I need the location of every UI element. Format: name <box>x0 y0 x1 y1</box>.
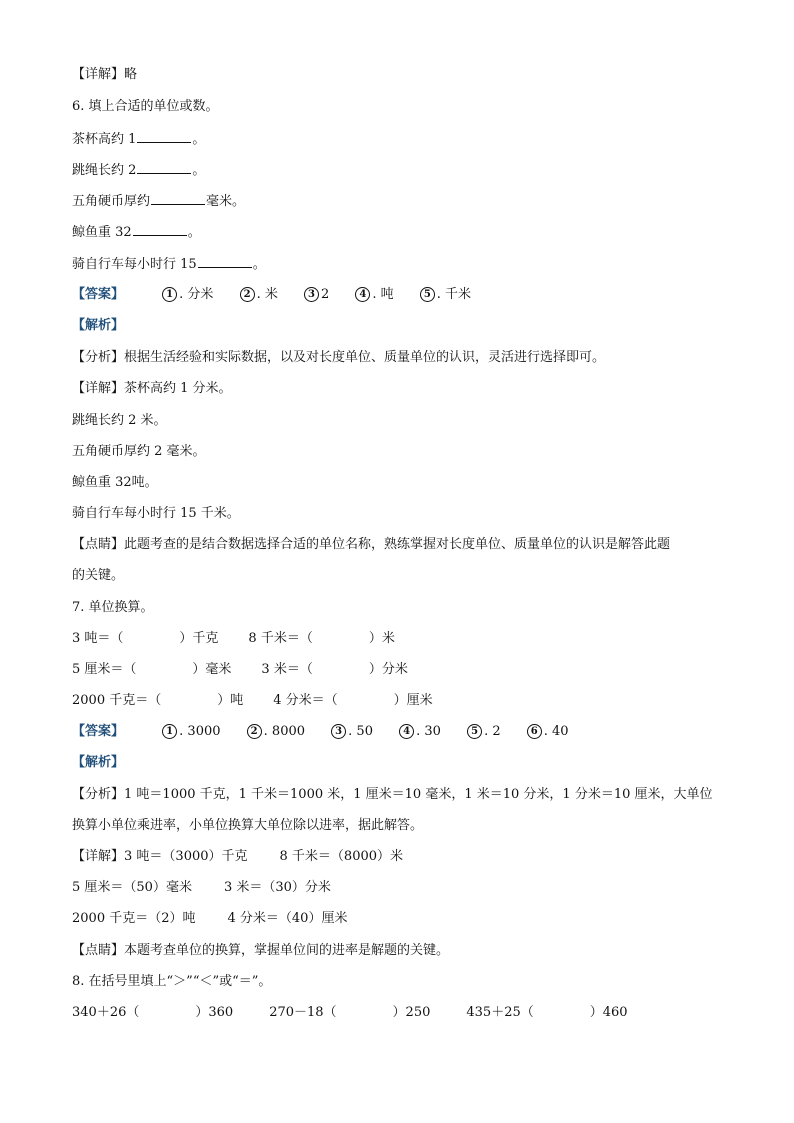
fill-blank <box>198 255 252 268</box>
compare-item <box>269 1005 430 1020</box>
q6-line-2 <box>72 161 205 180</box>
q7-row-1 <box>72 630 395 648</box>
q6-detail-1 <box>72 380 232 398</box>
answer-item <box>304 286 329 304</box>
q6-line-post: 。 <box>192 132 206 147</box>
q6-line-post: 毫米。 <box>206 194 246 209</box>
q6-line-5 <box>72 255 266 274</box>
detail-label: 【详解】 <box>72 67 125 82</box>
q7-row-2 <box>72 661 408 679</box>
answer-text: . 千米 <box>436 287 472 302</box>
compare-item <box>72 1005 233 1020</box>
answer-item <box>162 286 213 304</box>
answer-item <box>331 723 373 741</box>
q6-line-pre: 茶杯高约 1 <box>72 132 137 147</box>
q7-analyze <box>72 786 713 804</box>
compare-right: ）250 <box>392 1005 431 1020</box>
q6-detail-4: 鲸鱼重 32吨。 <box>72 475 158 490</box>
answer-item <box>162 723 220 741</box>
detail-text: 茶杯高约 1 分米。 <box>124 381 232 396</box>
answer-text: . 吨 <box>372 287 394 302</box>
conversion-item <box>261 662 407 677</box>
detail-text: 8 千米＝（8000）米 <box>279 849 404 864</box>
answer-item <box>355 286 393 304</box>
answer-item <box>467 723 501 741</box>
detail-text: 2000 千克＝（2）吨 <box>72 911 196 926</box>
q7-detail-1 <box>72 848 403 866</box>
conv-right: ）千克 <box>179 631 219 646</box>
q6-analysis-label: 【解析】 <box>72 318 125 333</box>
conv-right: ）毫米 <box>192 662 232 677</box>
q8-row <box>72 1004 628 1022</box>
answer-text: 2 <box>320 287 330 302</box>
conv-left: 5 厘米＝（ <box>72 662 137 677</box>
comment-label: 【点睛】 <box>72 943 125 958</box>
q6-title: 6. 填上合适的单位或数。 <box>72 99 219 114</box>
detail-label: 【详解】 <box>72 381 125 396</box>
circled-number: 4 <box>355 287 370 302</box>
q7-title: 7. 单位换算。 <box>72 600 154 615</box>
q6-line-pre: 鲸鱼重 32 <box>72 225 132 240</box>
q6-line-pre: 跳绳长约 2 <box>72 163 137 178</box>
comment-text: 此题考查的是结合数据选择合适的单位名称，熟练掌握对长度单位、质量单位的认识是解答此题 <box>124 537 671 552</box>
conv-left: 8 千米＝（ <box>248 631 313 646</box>
q7-answer <box>72 723 591 741</box>
circled-number: 6 <box>527 724 542 739</box>
analyze-text: 根据生活经验和实际数据，以及对长度单位、质量单位的认识，灵活进行选择即可。 <box>124 350 606 365</box>
conversion-item <box>273 693 432 708</box>
answer-text: . 分米 <box>179 287 214 302</box>
conv-left: 3 米＝（ <box>261 662 313 677</box>
detail-text: 略 <box>124 67 138 82</box>
conv-right: ）米 <box>368 631 395 646</box>
circled-number: 1 <box>162 287 177 302</box>
q7-detail-2 <box>72 879 331 897</box>
answer-item <box>240 286 278 304</box>
q6-line-3 <box>72 192 245 211</box>
answer-text: . 50 <box>348 724 373 739</box>
detail-text: 3 吨＝（3000）千克 <box>124 849 248 864</box>
q6-detail-2: 跳绳长约 2 米。 <box>72 413 167 428</box>
detail-text: 4 分米＝（40）厘米 <box>227 911 348 926</box>
circled-number: 3 <box>304 287 319 302</box>
analyze-label: 【分析】 <box>72 787 125 802</box>
q6-detail-3: 五角硬币厚约 2 毫米。 <box>72 444 206 459</box>
q7-comment <box>72 942 449 960</box>
detail-text: 5 厘米＝（50）毫米 <box>72 880 192 895</box>
circled-number: 3 <box>331 724 346 739</box>
analyze-text: 1 吨＝1000 千克，1 千米＝1000 米，1 厘米＝10 毫米，1 米＝10 分米，1 分米＝10 厘米，大单位 <box>124 787 713 802</box>
answer-label: 【答案】 <box>72 287 125 302</box>
q6-comment-cont: 的关键。 <box>72 568 125 583</box>
comment-label: 【点睛】 <box>72 537 125 552</box>
conv-left: 4 分米＝（ <box>273 693 338 708</box>
fill-blank <box>137 130 191 143</box>
q6-line-pre: 骑自行车每小时行 15 <box>72 257 197 272</box>
answer-text: . 米 <box>256 287 278 302</box>
circled-number: 5 <box>420 287 435 302</box>
conversion-item <box>72 631 218 646</box>
analyze-label: 【分析】 <box>72 350 125 365</box>
answer-item <box>527 723 569 741</box>
circled-number: 1 <box>162 724 177 739</box>
circled-number: 5 <box>467 724 482 739</box>
q7-row-3 <box>72 692 433 710</box>
q6-line-4 <box>72 223 201 242</box>
conv-right: ）分米 <box>368 662 408 677</box>
q6-line-post: 。 <box>252 257 266 272</box>
compare-right: ）460 <box>589 1005 628 1020</box>
conversion-item <box>248 631 394 646</box>
conv-right: ）厘米 <box>393 693 433 708</box>
fill-blank <box>137 161 191 174</box>
q6-detail-5: 骑自行车每小时行 15 千米。 <box>72 506 240 521</box>
answer-text: . 30 <box>416 724 441 739</box>
q7-analysis-label: 【解析】 <box>72 755 125 770</box>
detail-label: 【详解】 <box>72 849 125 864</box>
answer-item <box>247 723 305 741</box>
answer-item <box>420 286 471 304</box>
compare-right: ）360 <box>195 1005 234 1020</box>
compare-left: 435＋25（ <box>466 1005 534 1020</box>
q6-line-1 <box>72 130 205 149</box>
circled-number: 2 <box>240 287 255 302</box>
circled-number: 4 <box>399 724 414 739</box>
conversion-item <box>72 693 243 708</box>
q6-line-post: 。 <box>192 163 206 178</box>
answer-item <box>399 723 441 741</box>
q6-analyze <box>72 349 605 367</box>
fill-blank <box>151 192 205 205</box>
prev-detail <box>72 66 137 84</box>
q8-title: 8. 在括号里填上“＞”“＜”或“＝”。 <box>72 974 272 989</box>
answer-text: . 8000 <box>263 724 306 739</box>
answer-text: . 3000 <box>179 724 221 739</box>
conv-right: ）吨 <box>217 693 244 708</box>
q7-detail-3 <box>72 910 347 928</box>
conv-left: 3 吨＝（ <box>72 631 124 646</box>
q6-line-pre: 五角硬币厚约 <box>72 194 151 209</box>
fill-blank <box>133 223 187 236</box>
circled-number: 2 <box>247 724 262 739</box>
answer-label: 【答案】 <box>72 724 125 739</box>
compare-item <box>466 1005 627 1020</box>
compare-left: 270－18（ <box>269 1005 337 1020</box>
detail-text: 3 米＝（30）分米 <box>223 880 331 895</box>
answer-text: . 40 <box>543 724 569 739</box>
q6-comment <box>72 536 670 554</box>
answer-text: . 2 <box>484 724 501 739</box>
q6-answer <box>72 286 493 304</box>
conv-left: 2000 千克＝（ <box>72 693 162 708</box>
comment-text: 本题考查单位的换算，掌握单位间的进率是解题的关键。 <box>124 943 450 958</box>
q7-analyze-cont: 换算小单位乘进率，小单位换算大单位除以进率，据此解答。 <box>72 818 424 833</box>
compare-left: 340＋26（ <box>72 1005 140 1020</box>
conversion-item <box>72 662 231 677</box>
q6-line-post: 。 <box>187 225 201 240</box>
